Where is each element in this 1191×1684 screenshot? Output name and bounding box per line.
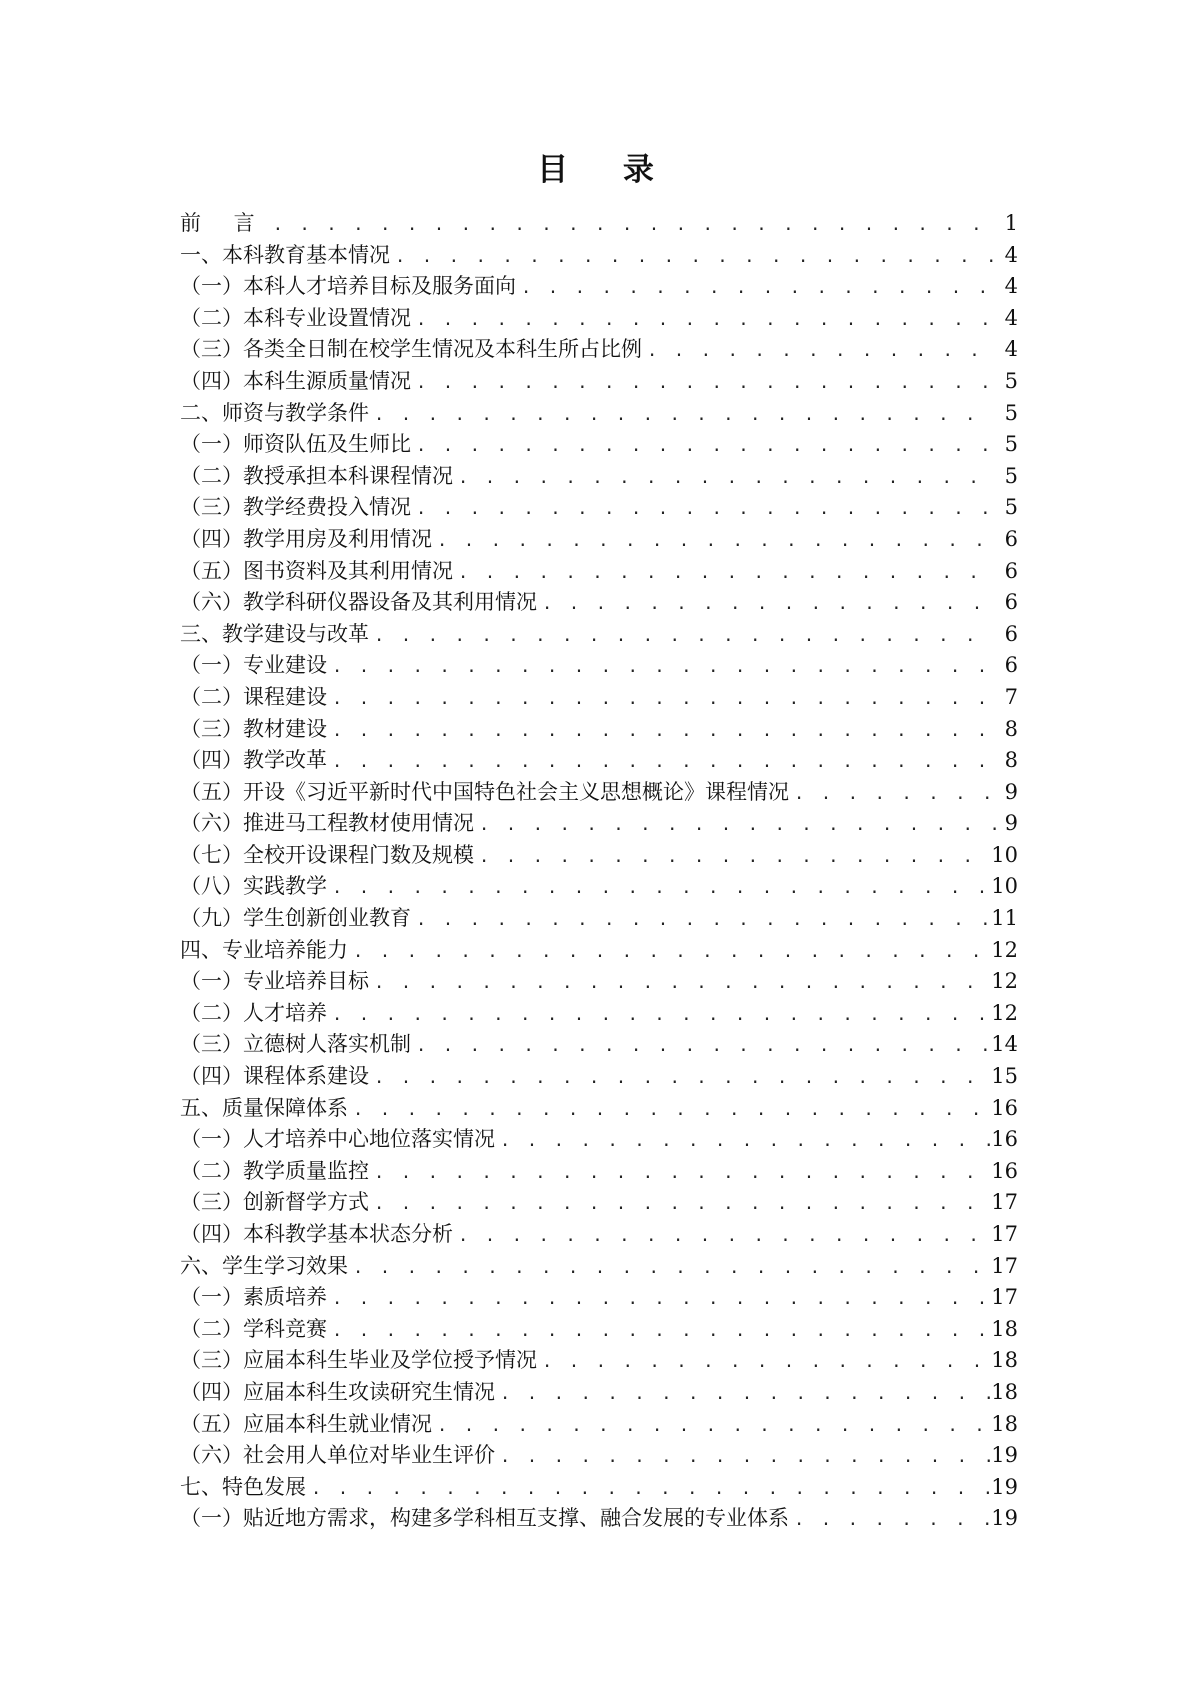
toc-entry-label: （四）教学改革 (180, 748, 327, 773)
toc-entry-label: （一）人才培养中心地位落实情况 (180, 1127, 495, 1152)
toc-entry-page-number: 11 (991, 906, 1018, 931)
toc-dot-leader (495, 1379, 991, 1411)
toc-entry-label: （三）创新督学方式 (180, 1190, 369, 1215)
toc-entry[interactable] (180, 429, 1018, 461)
toc-entry-page-number: 8 (1004, 716, 1018, 741)
toc-entry-page-number: 5 (1004, 463, 1018, 488)
toc-dot-leader (537, 589, 996, 621)
toc-dot-leader (411, 494, 996, 526)
toc-entry-page-number: 12 (991, 1000, 1018, 1025)
toc-dot-leader (369, 1189, 991, 1221)
toc-entry-page-number: 7 (1004, 684, 1018, 709)
toc-entry[interactable] (180, 1314, 1018, 1346)
toc-entry[interactable] (180, 1219, 1018, 1251)
toc-entry-page-number: 19 (991, 1443, 1018, 1468)
toc-dot-leader (327, 747, 996, 779)
toc-entry[interactable] (180, 1503, 1018, 1535)
toc-entry-page-number: 17 (991, 1253, 1018, 1278)
toc-entry[interactable] (180, 1029, 1018, 1061)
toc-entry[interactable] (180, 808, 1018, 840)
toc-entry-page-number: 9 (1004, 811, 1018, 836)
toc-entry-label: （二）课程建设 (180, 684, 327, 709)
toc-entry[interactable] (180, 745, 1018, 777)
toc-entry-label: （一）素质培养 (180, 1285, 327, 1310)
toc-entry-label: （二）学科竞赛 (180, 1316, 327, 1341)
toc-dot-leader (327, 652, 996, 684)
toc-entry-label: （四）课程体系建设 (180, 1064, 369, 1089)
toc-entry[interactable] (180, 303, 1018, 335)
toc-entry-page-number: 18 (991, 1411, 1018, 1436)
toc-entry[interactable] (180, 1472, 1018, 1504)
toc-entry-page-number: 17 (991, 1285, 1018, 1310)
toc-entry-page-number: 12 (991, 969, 1018, 994)
toc-entry-label: （六）社会用人单位对毕业生评价 (180, 1443, 495, 1468)
toc-dot-leader (348, 1253, 991, 1285)
toc-entry-page-number: 8 (1004, 748, 1018, 773)
toc-entry[interactable] (180, 208, 1018, 240)
toc-entry-page-number: 6 (1004, 526, 1018, 551)
toc-entry-label: （三）各类全日制在校学生情况及本科生所占比例 (180, 337, 642, 362)
toc-dot-leader (411, 1031, 991, 1063)
toc-dot-leader (327, 1316, 991, 1348)
toc-entry[interactable] (180, 524, 1018, 556)
toc-entry-label: （二）人才培养 (180, 1000, 327, 1025)
toc-entry[interactable] (180, 492, 1018, 524)
toc-entry[interactable] (180, 650, 1018, 682)
toc-list (180, 208, 1018, 1535)
toc-entry[interactable] (180, 777, 1018, 809)
toc-entry[interactable] (180, 935, 1018, 967)
toc-dot-leader (411, 368, 996, 400)
toc-entry[interactable] (180, 334, 1018, 366)
toc-entry-page-number: 4 (1004, 274, 1018, 299)
toc-dot-leader (453, 463, 996, 495)
toc-entry[interactable] (180, 1440, 1018, 1472)
toc-entry-page-number: 6 (1004, 653, 1018, 678)
toc-entry-page-number: 18 (991, 1379, 1018, 1404)
toc-dot-leader (411, 305, 996, 337)
toc-entry-label: （一）本科人才培养目标及服务面向 (180, 274, 516, 299)
toc-entry[interactable] (180, 998, 1018, 1030)
toc-entry[interactable] (180, 240, 1018, 272)
toc-entry-label: 前 言 (180, 211, 268, 235)
toc-dot-leader (642, 336, 996, 368)
toc-entry[interactable] (180, 1061, 1018, 1093)
toc-dot-leader (327, 1284, 991, 1316)
toc-entry[interactable] (180, 461, 1018, 493)
toc-entry-page-number: 18 (991, 1316, 1018, 1341)
toc-entry[interactable] (180, 714, 1018, 746)
toc-entry-label: （三）教学经费投入情况 (180, 495, 411, 520)
toc-entry-page-number: 18 (991, 1348, 1018, 1373)
toc-entry-label: （四）本科教学基本状态分析 (180, 1222, 453, 1246)
toc-entry-label: （四）应届本科生攻读研究生情况 (180, 1379, 495, 1404)
toc-entry-label: 四、专业培养能力 (180, 937, 348, 962)
toc-entry-label: （一）师资队伍及生师比 (180, 432, 411, 457)
toc-entry-label: （二）教授承担本科课程情况 (180, 463, 453, 488)
toc-dot-leader (390, 242, 996, 274)
toc-entry-label: 一、本科教育基本情况 (180, 242, 390, 267)
toc-dot-leader (474, 810, 996, 842)
toc-dot-leader (411, 431, 996, 463)
toc-dot-leader (369, 1063, 991, 1095)
toc-entry-label: 七、特色发展 (180, 1474, 306, 1499)
toc-dot-leader (537, 1347, 991, 1379)
toc-dot-leader (432, 526, 996, 558)
toc-entry-page-number: 10 (991, 874, 1018, 899)
toc-entry-label: （九）学生创新创业教育 (180, 906, 411, 931)
toc-dot-leader (411, 905, 991, 937)
toc-entry-label: （五）图书资料及其利用情况 (180, 558, 453, 583)
toc-entry-page-number: 19 (991, 1506, 1018, 1531)
toc-entry-page-number: 4 (1004, 242, 1018, 267)
toc-dot-leader (789, 1505, 991, 1537)
toc-entry-page-number: 9 (1004, 779, 1018, 804)
toc-entry-page-number: 17 (991, 1222, 1018, 1246)
toc-entry-label: （六）推进马工程教材使用情况 (180, 811, 474, 836)
toc-entry[interactable] (180, 1156, 1018, 1188)
toc-dot-leader (453, 1221, 991, 1253)
toc-dot-leader (369, 968, 991, 1000)
toc-entry-label: 二、师资与教学条件 (180, 400, 369, 425)
toc-entry-page-number: 16 (991, 1095, 1018, 1120)
toc-dot-leader (348, 1095, 991, 1127)
toc-entry[interactable] (180, 840, 1018, 872)
toc-entry-label: 三、教学建设与改革 (180, 621, 369, 646)
toc-entry-label: （三）立德树人落实机制 (180, 1032, 411, 1057)
toc-dot-leader (369, 621, 996, 653)
toc-entry-label: （二）本科专业设置情况 (180, 305, 411, 330)
toc-entry-page-number: 17 (991, 1190, 1018, 1215)
toc-entry-page-number: 4 (1004, 337, 1018, 362)
toc-dot-leader (327, 1000, 991, 1032)
toc-entry-label: （一）专业建设 (180, 653, 327, 678)
toc-entry-label: （八）实践教学 (180, 874, 327, 899)
toc-entry-label: （二）教学质量监控 (180, 1158, 369, 1183)
toc-entry[interactable] (180, 398, 1018, 430)
toc-entry-page-number: 6 (1004, 621, 1018, 646)
toc-entry-label: （四）教学用房及利用情况 (180, 526, 432, 551)
toc-entry-page-number: 12 (991, 937, 1018, 962)
toc-title: 目 录 (537, 152, 676, 188)
toc-entry-page-number: 5 (1004, 368, 1018, 393)
toc-entry-page-number: 14 (991, 1032, 1018, 1057)
toc-entry-page-number: 6 (1004, 558, 1018, 583)
toc-entry-label: （四）本科生源质量情况 (180, 368, 411, 393)
toc-entry-label: （一）贴近地方需求，构建多学科相互支撑、融合发展的专业体系 (180, 1506, 789, 1531)
toc-dot-leader (306, 1474, 991, 1506)
toc-dot-leader (327, 684, 996, 716)
toc-entry-label: 五、质量保障体系 (180, 1095, 348, 1120)
toc-entry-page-number: 5 (1004, 432, 1018, 457)
toc-entry-label: （五）开设《习近平新时代中国特色社会主义思想概论》课程情况 (180, 779, 789, 804)
toc-entry[interactable] (180, 903, 1018, 935)
toc-entry[interactable] (180, 1124, 1018, 1156)
toc-entry-label: （三）教材建设 (180, 716, 327, 741)
toc-entry-label: （一）专业培养目标 (180, 969, 369, 994)
toc-dot-leader (327, 716, 996, 748)
toc-entry[interactable] (180, 1409, 1018, 1441)
toc-entry-label: 六、学生学习效果 (180, 1253, 348, 1278)
toc-dot-leader (495, 1126, 991, 1158)
toc-entry-label: （六）教学科研仪器设备及其利用情况 (180, 590, 537, 615)
toc-entry-page-number: 5 (1004, 495, 1018, 520)
toc-entry-page-number: 1 (1004, 211, 1018, 235)
toc-entry-page-number: 4 (1004, 305, 1018, 330)
toc-entry[interactable] (180, 1377, 1018, 1409)
toc-entry[interactable] (180, 1282, 1018, 1314)
toc-entry[interactable] (180, 682, 1018, 714)
toc-dot-leader (789, 779, 996, 811)
toc-entry-label: （七）全校开设课程门数及规模 (180, 842, 474, 867)
toc-entry[interactable] (180, 966, 1018, 998)
toc-dot-leader (369, 1158, 991, 1190)
toc-dot-leader (453, 558, 996, 590)
toc-entry-page-number: 15 (991, 1064, 1018, 1089)
toc-entry[interactable] (180, 1187, 1018, 1219)
toc-entry[interactable] (180, 556, 1018, 588)
toc-entry-page-number: 6 (1004, 590, 1018, 615)
toc-entry[interactable] (180, 587, 1018, 619)
toc-dot-leader (516, 273, 996, 305)
toc-dot-leader (348, 937, 991, 969)
toc-entry-page-number: 10 (991, 842, 1018, 867)
toc-entry[interactable] (180, 619, 1018, 651)
toc-entry[interactable] (180, 1345, 1018, 1377)
toc-dot-leader (495, 1442, 991, 1474)
toc-entry[interactable] (180, 1093, 1018, 1125)
toc-entry[interactable] (180, 271, 1018, 303)
toc-entry[interactable] (180, 871, 1018, 903)
toc-dot-leader (369, 400, 996, 432)
toc-dot-leader (268, 210, 996, 242)
toc-entry-label: （五）应届本科生就业情况 (180, 1411, 432, 1436)
toc-dot-leader (474, 842, 991, 874)
toc-entry-page-number: 16 (991, 1127, 1018, 1152)
toc-entry[interactable] (180, 366, 1018, 398)
toc-entry-page-number: 19 (991, 1474, 1018, 1499)
toc-dot-leader (327, 873, 991, 905)
toc-entry-label: （三）应届本科生毕业及学位授予情况 (180, 1348, 537, 1373)
toc-entry[interactable] (180, 1251, 1018, 1283)
toc-entry-page-number: 16 (991, 1158, 1018, 1183)
toc-dot-leader (432, 1411, 991, 1443)
toc-entry-page-number: 5 (1004, 400, 1018, 425)
